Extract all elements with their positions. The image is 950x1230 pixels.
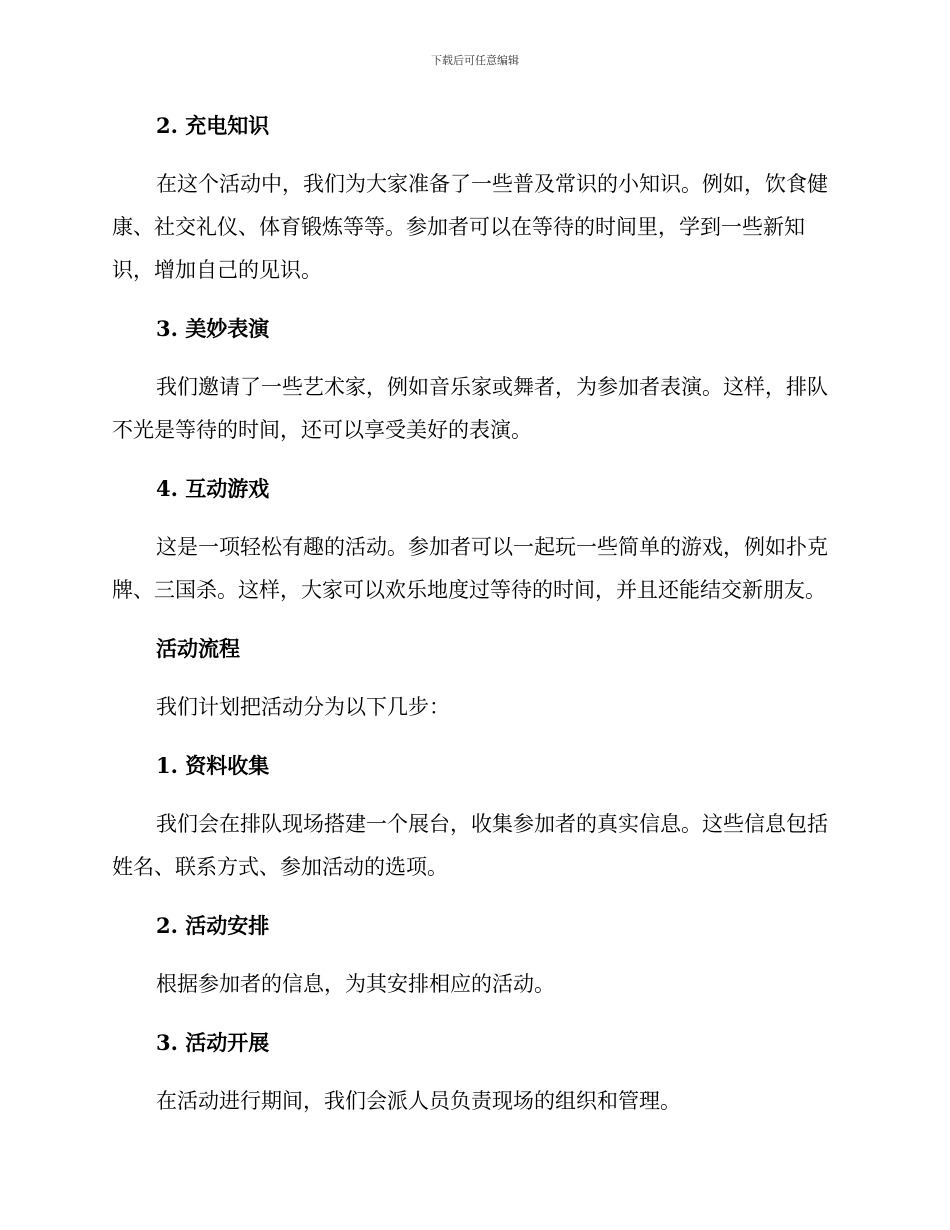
section-heading-activity-arrangement: 2. 活动安排 <box>156 913 270 938</box>
section-paragraph: 根据参加者的信息，为其安排相应的活动。 <box>156 972 555 996</box>
section-heading-charging-knowledge: 2. 充电知识 <box>156 113 270 138</box>
section-paragraph: 在这个活动中，我们为大家准备了一些普及常识的小知识。例如，饮食健康、社交礼仪、体育锻炼等等。参加者可以在等待的时间里，学到一些新知识，增加自己的见识。 <box>112 172 828 282</box>
section-paragraph: 我们计划把活动分为以下几步： <box>156 695 450 719</box>
section-paragraph: 这是一项轻松有趣的活动。参加者可以一起玩一些简单的游戏，例如扑克牌、三国杀。这样，大家可以欢乐地度过等待的时间，并且还能结交新朋友。 <box>112 535 828 602</box>
section-heading-data-collection: 1. 资料收集 <box>156 753 270 778</box>
section-paragraph: 我们会在排队现场搭建一个展台，收集参加者的真实信息。这些信息包括姓名、联系方式、参加活动的选项。 <box>112 812 828 879</box>
section-heading-performance: 3. 美妙表演 <box>156 316 270 341</box>
section-paragraph: 我们邀请了一些艺术家，例如音乐家或舞者，为参加者表演。这样，排队不光是等待的时间，还可以享受美好的表演。 <box>112 375 828 442</box>
section-heading-activity-process: 活动流程 <box>156 636 240 661</box>
section-heading-interactive-games: 4. 互动游戏 <box>156 476 270 501</box>
section-heading-activity-execution: 3. 活动开展 <box>156 1030 270 1055</box>
section-paragraph: 在活动进行期间，我们会派人员负责现场的组织和管理。 <box>156 1089 681 1113</box>
page-header: 下载后可任意编辑 <box>431 54 519 67</box>
document-body <box>112 110 832 1123</box>
